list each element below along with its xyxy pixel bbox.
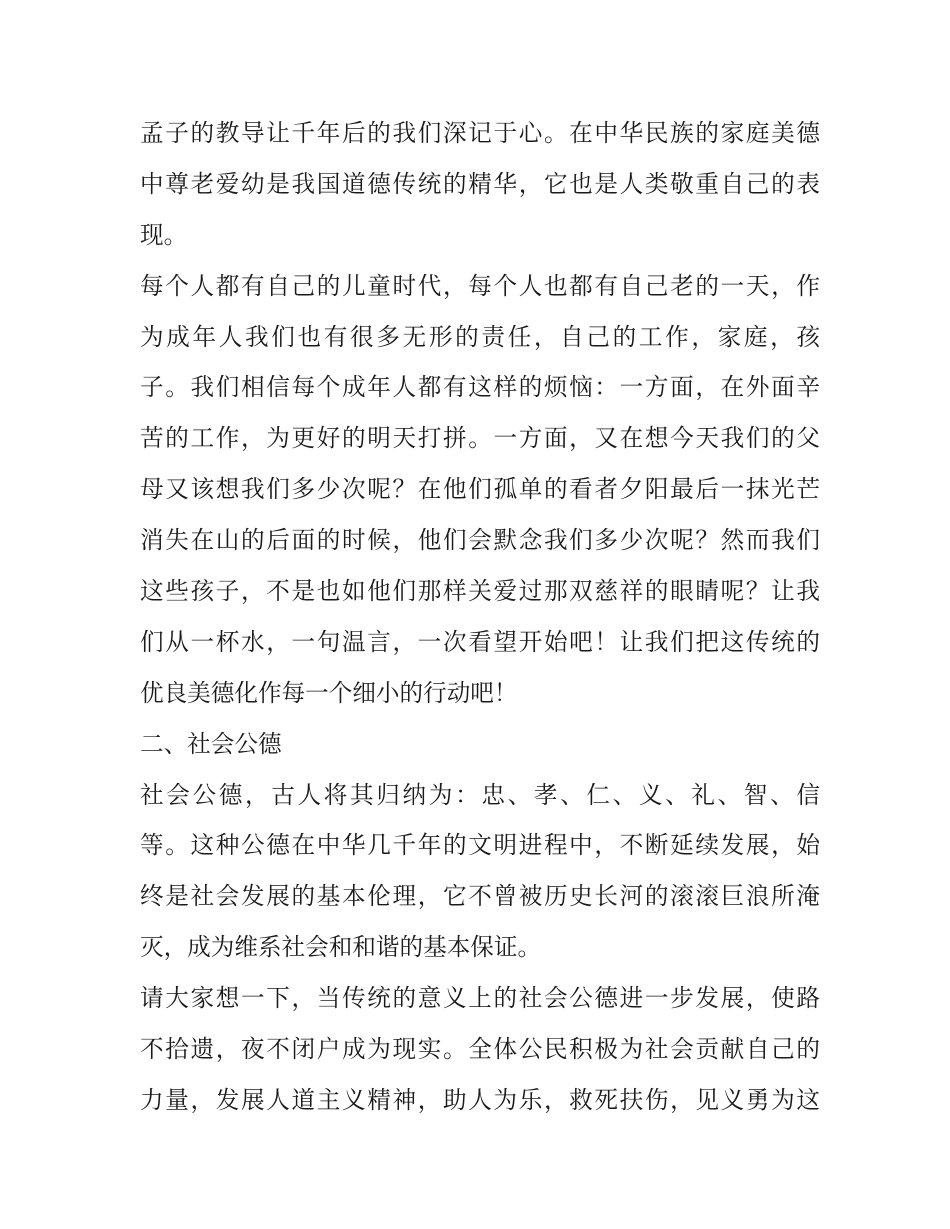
text-line: 请大家想一下，当传统的意义上的社会公德进一步发展，使路 [140, 984, 820, 1013]
text-line: 二、社会公德 [140, 729, 282, 758]
text-line: 们从一杯水，一句温言，一次看望开始吧！让我们把这传统的 [140, 627, 820, 656]
text-line: 母又该想我们多少次呢？在他们孤单的看者夕阳最后一抹光芒 [140, 475, 820, 504]
body-text [140, 108, 820, 1126]
text-line: 子。我们相信每个成年人都有这样的烦恼：一方面，在外面辛 [140, 373, 820, 402]
text-line: 这些孩子，不是也如他们那样关爱过那双慈祥的眼睛呢？让我 [140, 577, 820, 606]
text-line: 灭，成为维系社会和和谐的基本保证。 [140, 933, 542, 962]
text-line: 孟子的教导让千年后的我们深记于心。在中华民族的家庭美德 [140, 119, 820, 147]
text-line: 社会公德，古人将其归纳为：忠、孝、仁、义、礼、智、信 [140, 780, 820, 809]
text-line: 等。这种公德在中华几千年的文明进程中，不断延续发展，始 [140, 831, 820, 860]
text-line: 为成年人我们也有很多无形的责任，自己的工作，家庭，孩 [140, 322, 820, 351]
text-line: 中尊老爱幼是我国道德传统的精华，它也是人类敬重自己的表 [140, 169, 820, 198]
text-line: 消失在山的后面的时候，他们会默念我们多少次呢？然而我们 [140, 526, 820, 555]
text-line: 苦的工作，为更好的明天打拼。一方面，又在想今天我们的父 [140, 424, 820, 453]
text-line: 不拾遗，夜不闭户成为现实。全体公民积极为社会贡献自己的 [140, 1035, 820, 1064]
text-line: 终是社会发展的基本伦理，它不曾被历史长河的滚滚巨浪所淹 [140, 882, 820, 911]
text-line: 现。 [140, 220, 188, 249]
text-line: 每个人都有自己的儿童时代，每个人也都有自己老的一天，作 [140, 271, 820, 300]
text-line: 优良美德化作每一个细小的行动吧！ [140, 678, 518, 707]
text-line: 力量，发展人道主义精神，助人为乐，救死扶伤，见义勇为这 [140, 1085, 820, 1114]
